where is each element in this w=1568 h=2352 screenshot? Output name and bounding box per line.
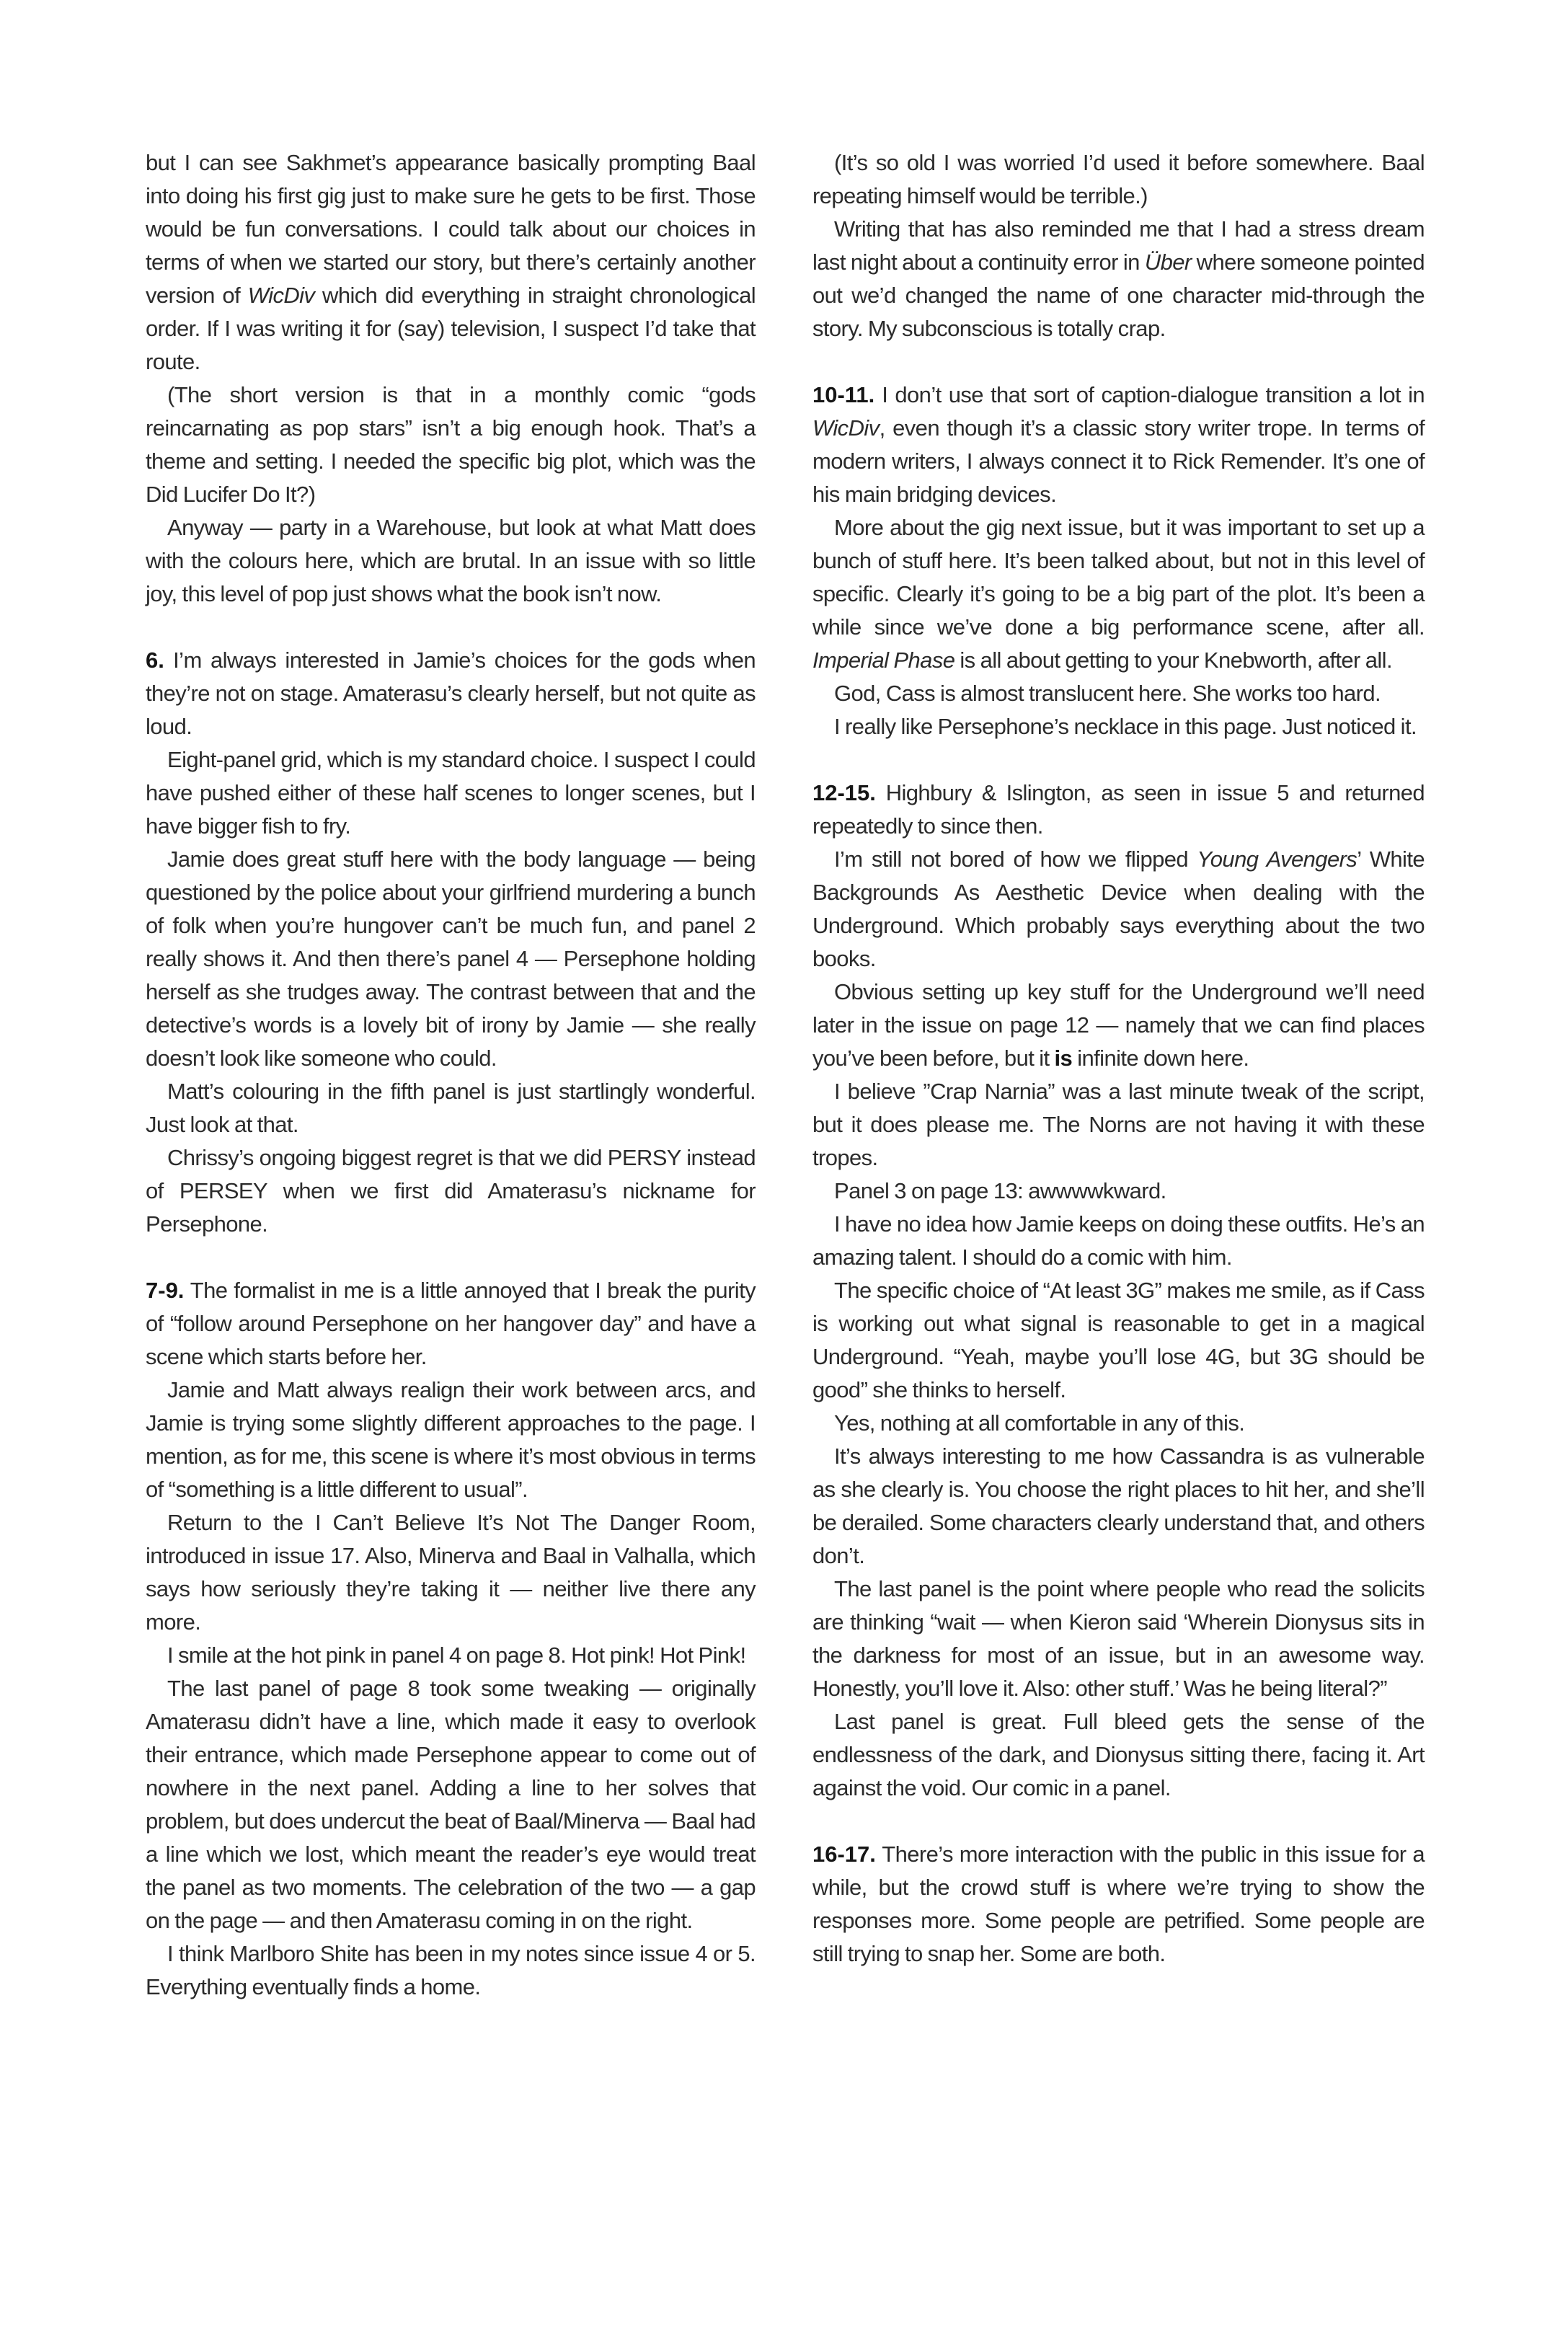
italic-title: Über [1144,249,1192,275]
page-range-heading: 10-11. [812,382,875,407]
paragraph [812,1075,1425,1175]
italic-title: Imperial Phase [812,647,955,673]
text-run: Matt’s colouring in the fifth panel is just startlingly wonderful. Just look at that. [146,1079,756,1137]
page-range-heading: 12-15. [812,780,876,805]
text-run: which did everything in straight chronological order. If I was writing it for (say) television, I suspect I’d take that route. [146,283,756,374]
text-run: , even though it’s a classic story writer trope. In terms of modern writers, I always connect it to Rick Remender. It’s one of his main bridging devices. [812,415,1425,507]
paragraph [146,1075,756,1141]
paragraph [812,1175,1425,1208]
text-run: ’ White Backgrounds As Aesthetic Device when dealing with the Underground. Which probably says everything about the two books. [812,846,1425,971]
paragraph [812,976,1425,1075]
text-run: The last panel of page 8 took some tweaking — originally Amaterasu didn’t have a line, which made it easy to overlook their entrance, which made Persephone appear to come out of nowhere in the next panel. Adding a line to her solves that problem, but does undercut the beat of Baal/Minerva — Baal had a line which we lost, which meant the reader’s eye would treat the panel as two moments. The celebration of the two — a gap on the page — and then Amaterasu coming in on the right. [146,1676,756,1933]
paragraph [812,843,1425,976]
paragraph [146,1506,756,1639]
paragraph [146,1141,756,1241]
text-run: is all about getting to your Knebworth, after all. [954,647,1392,673]
text-run: (The short version is that in a monthly comic “gods reincarnating as pop stars” isn’t a big enough hook. That’s a theme and setting. I needed the specific big plot, which was the Did Lucifer Do It?) [146,382,756,507]
paragraph [146,379,756,511]
paragraph [812,213,1425,345]
text-run: but I can see Sakhmet’s appearance basically prompting Baal into doing his first gig just to make sure he gets to be first. Those would be fun conversations. I could talk about our choices in terms of when we started our story, but there’s certainly another version of [146,150,756,308]
text-run: I’m always interested in Jamie’s choices for the gods when they’re not on stage. Amaterasu’s clearly herself, but not quite as loud. [146,647,756,739]
paragraph [812,1274,1425,1407]
page-range-heading: 7-9. [146,1278,185,1303]
text-run: Last panel is great. Full bleed gets the sense of the endlessness of the dark, and Dionysus sitting there, facing it. Art against the void. Our comic in a panel. [812,1709,1425,1800]
paragraph [146,511,756,611]
text-run: I don’t use that sort of caption-dialogue transition a lot in [882,382,1425,407]
italic-title: WicDiv [812,415,880,441]
text-run: infinite down here. [1072,1045,1249,1071]
emphasis: is [1054,1045,1073,1071]
text-run: I have no idea how Jamie keeps on doing these outfits. He’s an amazing talent. I should do a comic with him. [812,1211,1425,1270]
commentary-section [812,379,1425,743]
commentary-section [812,1838,1425,1971]
text-run: Highbury & Islington, as seen in issue 5 and returned repeatedly to since then. [812,780,1425,839]
paragraph [812,777,1425,843]
page-range-heading: 16-17. [812,1842,876,1867]
text-run: I’m still not bored of how we flipped [834,846,1197,872]
text-run: I think Marlboro Shite has been in my notes since issue 4 or 5. Everything eventually finds a home. [146,1941,756,1999]
text-run: I believe ”Crap Narnia” was a last minute tweak of the script, but it does please me. The Norns are not having it with these tropes. [812,1079,1425,1170]
text-run: (It’s so old I was worried I’d used it before somewhere. Baal repeating himself would be terrible.) [812,150,1425,208]
text-run: Yes, nothing at all comfortable in any of this. [834,1410,1245,1436]
paragraph [146,1937,756,2004]
paragraph [146,644,756,743]
text-run: Panel 3 on page 13: awwwwkward. [834,1178,1166,1203]
text-run: There’s more interaction with the public in this issue for a while, but the crowd stuff is where we’re trying to show the responses more. Some people are petrified. Some people are still trying to snap her. Some are both. [812,1842,1425,1966]
paragraph [812,1407,1425,1440]
commentary-continuation [146,146,756,611]
paragraph [812,379,1425,511]
paragraph [812,511,1425,677]
paragraph [812,146,1425,213]
paragraph [812,710,1425,743]
text-run: Jamie and Matt always realign their work between arcs, and Jamie is trying some slightly different approaches to the page. I mention, as for me, this scene is where it’s most obvious in terms of “something is a little different to usual”. [146,1377,756,1502]
text-run: Anyway — party in a Warehouse, but look at what Matt does with the colours here, which are brutal. In an issue with so little joy, this level of pop just shows what the book isn’t now. [146,515,756,606]
commentary-section [146,644,756,1241]
paragraph [146,146,756,379]
paragraph [812,1705,1425,1805]
commentary-section [812,777,1425,1805]
text-run: Writing that has also reminded me that I had a stress dream last night about a continuity error in [812,216,1425,275]
text-run: The formalist in me is a little annoyed that I break the purity of “follow around Persephone on her hangover day” and have a scene which starts before her. [146,1278,756,1369]
text-run: Jamie does great stuff here with the body language — being questioned by the police about your girlfriend murdering a bunch of folk when you’re hungover can’t be much fun, and panel 2 really shows it. And then there’s panel 4 — Persephone holding herself as she trudges away. The contrast between that and the detective’s words is a lovely bit of irony by Jamie — she really doesn’t look like someone who could. [146,846,756,1071]
paragraph [812,1573,1425,1705]
commentary-section [146,1274,756,2004]
text-run: God, Cass is almost translucent here. She works too hard. [834,681,1381,706]
page-range-heading: 6. [146,647,164,673]
paragraph [146,1639,756,1672]
text-run: The specific choice of “At least 3G” makes me smile, as if Cass is working out what signal is reasonable to get in a magical Underground. “Yeah, maybe you’ll lose 4G, but 3G should be good” she thinks to herself. [812,1278,1425,1402]
right-column [812,146,1425,1971]
italic-title: Young Avengers [1197,846,1357,872]
text-run: Return to the I Can’t Believe It’s Not The Danger Room, introduced in issue 17. Also, Minerva and Baal in Valhalla, which says how seriously they’re taking it — neither live there any more. [146,1510,756,1635]
paragraph [146,1374,756,1506]
paragraph [146,1274,756,1374]
text-run: where someone pointed out we’d changed the name of one character mid-through the story. My subconscious is totally crap. [812,249,1425,341]
text-run: Chrissy’s ongoing biggest regret is that we did PERSY instead of PERSEY when we first did Amaterasu’s nickname for Persephone. [146,1145,756,1237]
left-column [146,146,756,2004]
text-run: It’s always interesting to me how Cassandra is as vulnerable as she clearly is. You choose the right places to hit her, and she’ll be derailed. Some characters clearly understand that, and others don’t. [812,1444,1425,1568]
italic-title: WicDiv [247,283,315,308]
text-run: The last panel is the point where people who read the solicits are thinking “wait — when Kieron said ‘Wherein Dionysus sits in the darkness for most of an issue, but in an awesome way. Honestly, you’ll love it. Also: other stuff.’ Was he being literal?” [812,1576,1425,1701]
paragraph [812,1208,1425,1274]
text-run: More about the gig next issue, but it was important to set up a bunch of stuff here. It’s been talked about, but not in this level of specific. Clearly it’s going to be a big part of the plot. It’s been a while since we’ve done a big performance scene, after all. [812,515,1425,640]
text-run: I smile at the hot pink in panel 4 on page 8. Hot pink! Hot Pink! [167,1643,746,1668]
text-run: Obvious setting up key stuff for the Underground we’ll need later in the issue on page 12 — namely that we can find places you’ve been before, but it [812,979,1425,1071]
paragraph [812,1838,1425,1971]
paragraph [812,1440,1425,1573]
paragraph [146,843,756,1075]
paragraph [146,1672,756,1937]
text-run: I really like Persephone’s necklace in this page. Just noticed it. [834,714,1417,739]
paragraph [146,743,756,843]
paragraph [812,677,1425,710]
text-run: Eight-panel grid, which is my standard choice. I suspect I could have pushed either of these half scenes to longer scenes, but I have bigger fish to fry. [146,747,756,839]
commentary-continuation [812,146,1425,345]
